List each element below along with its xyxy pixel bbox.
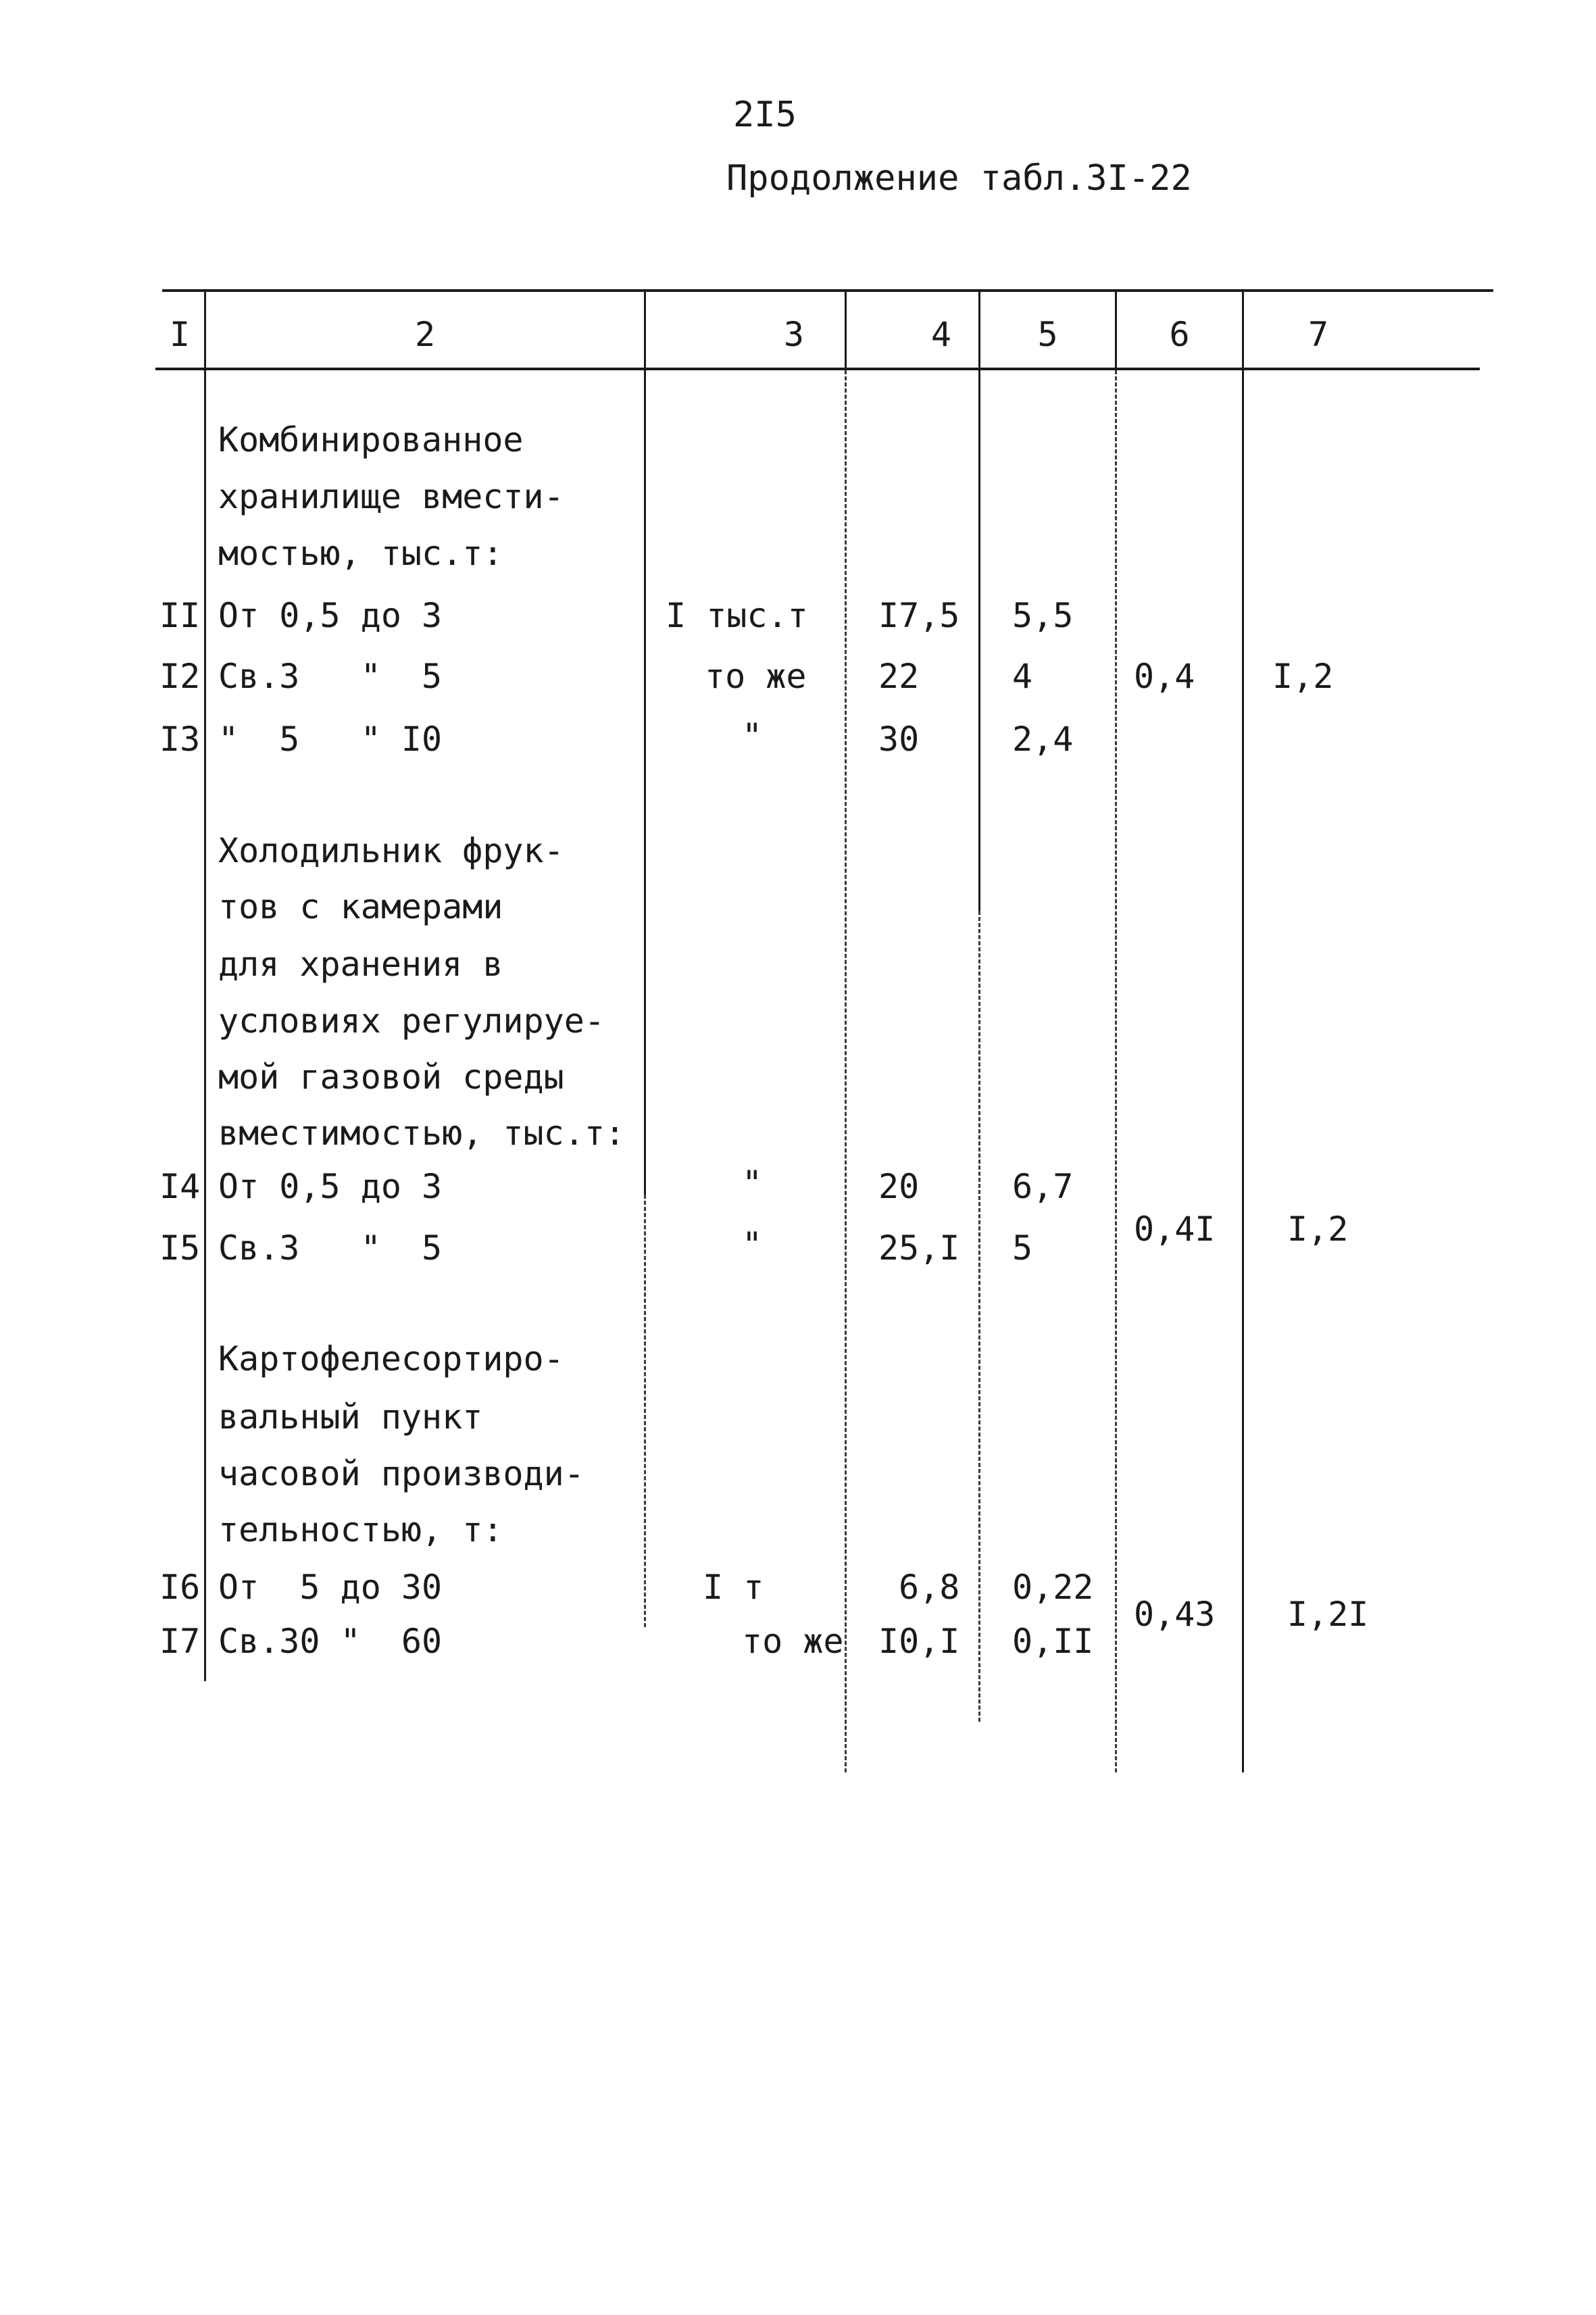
header-cell-4: 4: [930, 315, 951, 354]
group-heading-refrigerator-line-2: тов с камерами: [218, 887, 503, 926]
group-heading-refrigerator-line-6: вместимостью, тыс.т:: [218, 1114, 626, 1153]
row-col4: 20: [878, 1167, 920, 1206]
row-unit: ": [742, 1164, 763, 1203]
group-heading-potato-line-4: тельностью, т:: [218, 1510, 503, 1549]
row-col4: 25,I: [878, 1228, 960, 1268]
row-col4: I7,5: [878, 596, 960, 635]
group-col7-value: I,2I: [1287, 1595, 1369, 1634]
row-col5: 0,22: [1012, 1568, 1094, 1607]
row-number: I7: [159, 1622, 201, 1661]
col-divider-6: [1242, 370, 1244, 1772]
group-heading-refrigerator-line-5: мой газовой среды: [218, 1057, 564, 1097]
row-number: I3: [159, 720, 201, 759]
col-divider-2-lower: [644, 1195, 646, 1627]
row-name: От 5 до 30: [218, 1568, 443, 1607]
group-heading-potato-line-3: часовой производи-: [218, 1454, 584, 1493]
row-col4: 22: [878, 657, 920, 696]
row-col4: 30: [878, 720, 920, 759]
header-cell-5: 5: [1037, 315, 1058, 354]
header-cell-6: 6: [1169, 315, 1190, 354]
row-name: Св.3 " 5: [218, 657, 443, 696]
group-heading-refrigerator-line-4: условиях регулируе-: [218, 1001, 605, 1041]
group-col6-value: 0,43: [1134, 1595, 1216, 1634]
row-number: I2: [159, 657, 201, 696]
header-cell-3: 3: [783, 315, 804, 354]
col-divider-1: [204, 370, 206, 1681]
col-divider-4: [978, 370, 980, 911]
group-col6-value: 0,4I: [1134, 1210, 1216, 1249]
row-number: I5: [159, 1228, 201, 1268]
col-divider-4-lower: [978, 911, 980, 1722]
header-cell-2: 2: [414, 315, 436, 354]
header-cell-7: 7: [1307, 315, 1329, 354]
group-col7-value: I,2: [1272, 657, 1334, 696]
group-heading-potato-line-2: вальный пункт: [218, 1397, 483, 1437]
group-heading-storage-line-3: мостью, тыс.т:: [218, 534, 503, 573]
row-col5: 5: [1012, 1228, 1033, 1268]
row-unit: ": [742, 716, 763, 755]
row-unit: I т: [703, 1568, 764, 1607]
row-number: I6: [159, 1568, 201, 1607]
row-unit: ": [742, 1225, 763, 1264]
col-divider-2: [644, 370, 646, 1195]
row-col5: 5,5: [1012, 596, 1074, 635]
row-col4: I0,I: [878, 1622, 960, 1661]
header-bottom-rule: [155, 368, 1480, 370]
row-col5: 4: [1012, 657, 1033, 696]
row-name: Св.30 " 60: [218, 1622, 443, 1661]
header-cell-1: I: [169, 315, 191, 354]
group-heading-potato-line-1: Картофелесортиро-: [218, 1339, 564, 1378]
group-heading-refrigerator-line-1: Холодильник фрук-: [218, 831, 564, 870]
page-number: 2I5: [733, 95, 797, 135]
group-heading-storage-line-2: хранилище вмести-: [218, 477, 564, 516]
group-heading-storage-line-1: Комбинированное: [218, 420, 524, 459]
row-name: От 0,5 до 3: [218, 1167, 443, 1206]
row-unit: то же: [705, 657, 807, 696]
table-title: Продолжение табл.3I-22: [726, 158, 1192, 199]
group-col6-value: 0,4: [1134, 657, 1195, 696]
row-number: I4: [159, 1167, 201, 1206]
group-heading-refrigerator-line-3: для хранения в: [218, 945, 503, 984]
row-col5: 0,II: [1012, 1622, 1094, 1661]
header-top-rule: [162, 289, 1493, 292]
col-divider-5: [1115, 370, 1117, 1772]
row-unit: I тыс.т: [666, 596, 808, 635]
row-name: От 0,5 до 3: [218, 596, 443, 635]
row-name: " 5 " I0: [218, 720, 443, 759]
col-divider-3: [845, 370, 847, 1772]
row-col4: 6,8: [899, 1568, 960, 1607]
group-col7-value: I,2: [1287, 1210, 1349, 1249]
row-number: II: [159, 596, 201, 635]
row-col5: 6,7: [1012, 1167, 1074, 1206]
row-unit: то же: [742, 1622, 844, 1661]
row-col5: 2,4: [1012, 720, 1074, 759]
row-name: Св.3 " 5: [218, 1228, 443, 1268]
